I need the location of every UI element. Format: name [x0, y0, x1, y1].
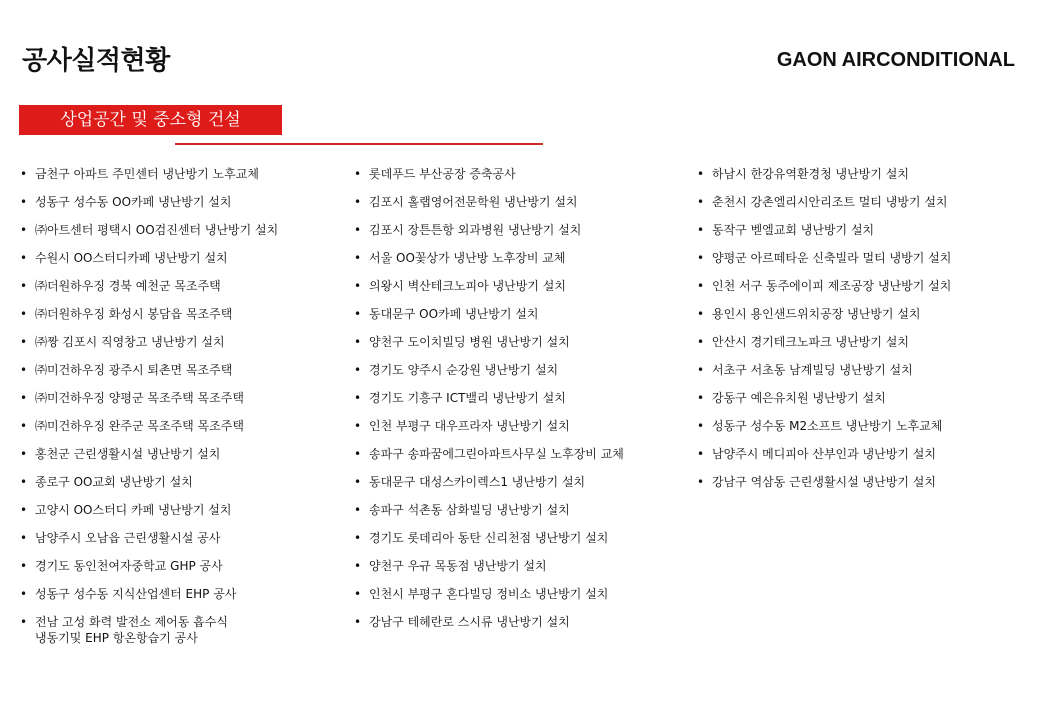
bullet-icon: •	[20, 251, 28, 265]
list-item-text: 경기도 기흥구 ICT밸리 냉난방기 설치	[369, 391, 566, 405]
list-item-text: 성동구 성수동 지식산업센터 EHP 공사	[35, 587, 237, 601]
list-item-text: 춘천시 강촌엘리시안리조트 멀티 냉방기 설치	[712, 195, 948, 209]
list-item	[20, 222, 342, 250]
bullet-icon: •	[20, 391, 28, 405]
list-item-text: 전남 고성 화력 발전소 제어동 흡수식 냉동기및 EHP 항온항습기 공사	[35, 615, 228, 645]
list-item-text: 동대문구 OO카페 냉난방기 설치	[369, 307, 539, 321]
list-item-text: 하남시 한강유역환경청 냉난방기 설치	[712, 167, 909, 181]
list-item	[354, 418, 689, 446]
bullet-icon: •	[697, 223, 705, 237]
list-item	[20, 194, 342, 222]
list-item-text: 남양주시 오남읍 근린생활시설 공사	[35, 531, 221, 545]
list-item-text: 인천 부평구 대우프라자 냉난방기 설치	[369, 419, 570, 433]
list-item	[20, 278, 342, 306]
bullet-icon: •	[697, 279, 705, 293]
bullet-icon: •	[354, 279, 362, 293]
section-badge: 상업공간 및 중소형 건설	[19, 105, 282, 135]
list-item	[697, 418, 1027, 446]
list-item	[697, 334, 1027, 362]
page-title: 공사실적현황	[22, 46, 170, 76]
bullet-icon: •	[354, 223, 362, 237]
list-item-text: 성동구 성수동 M2소프트 냉난방기 노후교체	[712, 419, 943, 433]
list-item	[697, 390, 1027, 418]
bullet-icon: •	[354, 195, 362, 209]
bullet-icon: •	[20, 279, 28, 293]
bullet-icon: •	[697, 335, 705, 349]
list-item	[354, 194, 689, 222]
list-item	[20, 474, 342, 502]
list-item	[697, 194, 1027, 222]
bullet-icon: •	[20, 559, 28, 573]
list-item	[697, 306, 1027, 334]
list-item	[697, 250, 1027, 278]
list-item-text: 김포시 장튼튼항 외과병원 냉난방기 설치	[369, 223, 582, 237]
bullet-icon: •	[20, 419, 28, 433]
list-item-text: 서울 OO꽃상가 냉난방 노후장비 교체	[369, 251, 566, 265]
list-item-text: 송파구 석촌동 삼화빌딩 냉난방기 설치	[369, 503, 570, 517]
bullet-icon: •	[354, 167, 362, 181]
list-item-text: 종로구 OO교회 냉난방기 설치	[35, 475, 193, 489]
list-item-text: 안산시 경기테크노파크 냉난방기 설치	[712, 335, 909, 349]
bullet-icon: •	[697, 195, 705, 209]
list-item-text: 롯데푸드 부산공장 증축공사	[369, 167, 516, 181]
list-item	[354, 614, 689, 642]
list-item-text: 성동구 성수동 OO카페 냉난방기 설치	[35, 195, 232, 209]
list-item-text: 동작구 벧엘교회 냉난방기 설치	[712, 223, 875, 237]
bullet-icon: •	[20, 307, 28, 321]
list-item-text: ㈜더원하우징 경북 예천군 목조주택	[35, 279, 221, 293]
list-item-text: 인천 서구 동주에이피 제조공장 냉난방기 설치	[712, 279, 952, 293]
bullet-icon: •	[354, 391, 362, 405]
bullet-icon: •	[354, 307, 362, 321]
list-item	[20, 166, 342, 194]
list-item	[697, 278, 1027, 306]
list-item-text: 동대문구 대성스카이렉스1 냉난방기 설치	[369, 475, 586, 489]
bullet-icon: •	[354, 503, 362, 517]
list-item-text: ㈜짱 김포시 직영창고 냉난방기 설치	[35, 335, 225, 349]
bullet-icon: •	[20, 335, 28, 349]
list-item-text: ㈜아트센터 평택시 OO검진센터 냉난방기 설치	[35, 223, 279, 237]
list-item-text: 인천시 부평구 혼다빌딩 정비소 냉난방기 설치	[369, 587, 609, 601]
bullet-icon: •	[20, 167, 28, 181]
list-item	[697, 362, 1027, 390]
bullet-icon: •	[354, 251, 362, 265]
list-item	[20, 446, 342, 474]
bullet-icon: •	[354, 335, 362, 349]
list-item-text: 수원시 OO스터디카페 냉난방기 설치	[35, 251, 228, 265]
list-item-text: ㈜미건하우징 양평군 목조주택 목조주택	[35, 391, 244, 405]
list-item	[20, 306, 342, 334]
list-item	[354, 334, 689, 362]
bullet-icon: •	[20, 503, 28, 517]
list-item	[20, 362, 342, 390]
bullet-icon: •	[20, 587, 28, 601]
bullet-icon: •	[697, 419, 705, 433]
company-name: GAON AIRCONDITIONAL	[776, 49, 1015, 71]
list-item-text: 강남구 역삼동 근린생활시설 냉난방기 설치	[712, 475, 936, 489]
bullet-icon: •	[354, 447, 362, 461]
list-item	[697, 474, 1027, 502]
list-item	[354, 222, 689, 250]
list-item	[20, 586, 342, 614]
list-item	[354, 250, 689, 278]
project-column-1	[20, 166, 342, 646]
project-column-2	[354, 166, 689, 642]
list-item	[354, 446, 689, 474]
project-column-3	[697, 166, 1027, 502]
list-item	[354, 530, 689, 558]
bullet-icon: •	[697, 307, 705, 321]
list-item	[354, 362, 689, 390]
list-item-text: ㈜미건하우징 광주시 퇴촌면 목조주택	[35, 363, 233, 377]
bullet-icon: •	[354, 531, 362, 545]
list-item	[354, 586, 689, 614]
list-item	[20, 334, 342, 362]
bullet-icon: •	[697, 475, 705, 489]
list-item-text: 양천구 도이치빌딩 병원 냉난방기 설치	[369, 335, 570, 349]
bullet-icon: •	[697, 363, 705, 377]
list-item-text: 강남구 테헤란로 스시류 냉난방기 설치	[369, 615, 570, 629]
bullet-icon: •	[697, 391, 705, 405]
list-item-text: 용인시 용인샌드위치공장 냉난방기 설치	[712, 307, 921, 321]
bullet-icon: •	[354, 363, 362, 377]
bullet-icon: •	[20, 223, 28, 237]
list-item-text: ㈜미건하우징 완주군 목조주택 목조주택	[35, 419, 244, 433]
list-item	[20, 558, 342, 586]
list-item	[20, 614, 342, 646]
bullet-icon: •	[354, 475, 362, 489]
bullet-icon: •	[697, 251, 705, 265]
bullet-icon: •	[20, 531, 28, 545]
bullet-icon: •	[697, 167, 705, 181]
list-item	[354, 390, 689, 418]
bullet-icon: •	[354, 587, 362, 601]
list-item-text: 홍천군 근린생활시설 냉난방기 설치	[35, 447, 221, 461]
bullet-icon: •	[20, 615, 28, 629]
list-item	[20, 418, 342, 446]
bullet-icon: •	[20, 363, 28, 377]
list-item-text: 양천구 우규 목동점 냉난방기 설치	[369, 559, 547, 573]
bullet-icon: •	[354, 419, 362, 433]
bullet-icon: •	[20, 475, 28, 489]
bullet-icon: •	[20, 447, 28, 461]
list-item-text: 의왕시 벽산테크노피아 냉난방기 설치	[369, 279, 566, 293]
list-item-text: 경기도 동인천여자중학교 GHP 공사	[35, 559, 223, 573]
list-item	[20, 390, 342, 418]
list-item	[354, 166, 689, 194]
list-item-text: 남양주시 메디피아 산부인과 냉난방기 설치	[712, 447, 936, 461]
list-item-text: 김포시 홀랩영어전문학원 냉난방기 설치	[369, 195, 578, 209]
list-item	[697, 166, 1027, 194]
list-item-text: 금천구 아파트 주민센터 냉난방기 노후교체	[35, 167, 259, 181]
list-item	[354, 558, 689, 586]
list-item	[697, 222, 1027, 250]
bullet-icon: •	[697, 447, 705, 461]
list-item-text: 고양시 OO스터디 카페 냉난방기 설치	[35, 503, 232, 517]
list-item	[20, 530, 342, 558]
list-item-text: 양평군 아르떼타운 신축빌라 멀티 냉방기 설치	[712, 251, 952, 265]
list-item	[354, 278, 689, 306]
bullet-icon: •	[20, 195, 28, 209]
list-item	[697, 446, 1027, 474]
list-item	[20, 250, 342, 278]
list-item-text: 강동구 예은유치원 냉난방기 설치	[712, 391, 886, 405]
list-item	[354, 474, 689, 502]
section-divider	[175, 143, 543, 145]
bullet-icon: •	[354, 559, 362, 573]
list-item-text: ㈜더원하우징 화성시 봉담읍 목조주택	[35, 307, 233, 321]
list-item	[354, 502, 689, 530]
bullet-icon: •	[354, 615, 362, 629]
list-item-text: 경기도 양주시 순강원 냉난방기 설치	[369, 363, 559, 377]
list-item	[20, 502, 342, 530]
list-item-text: 경기도 롯데리아 동탄 신리천점 냉난방기 설치	[369, 531, 609, 545]
list-item-text: 송파구 송파꿈에그린아파트사무실 노후장비 교체	[369, 447, 624, 461]
list-item-text: 서초구 서초동 남계빌딩 냉난방기 설치	[712, 363, 913, 377]
list-item	[354, 306, 689, 334]
